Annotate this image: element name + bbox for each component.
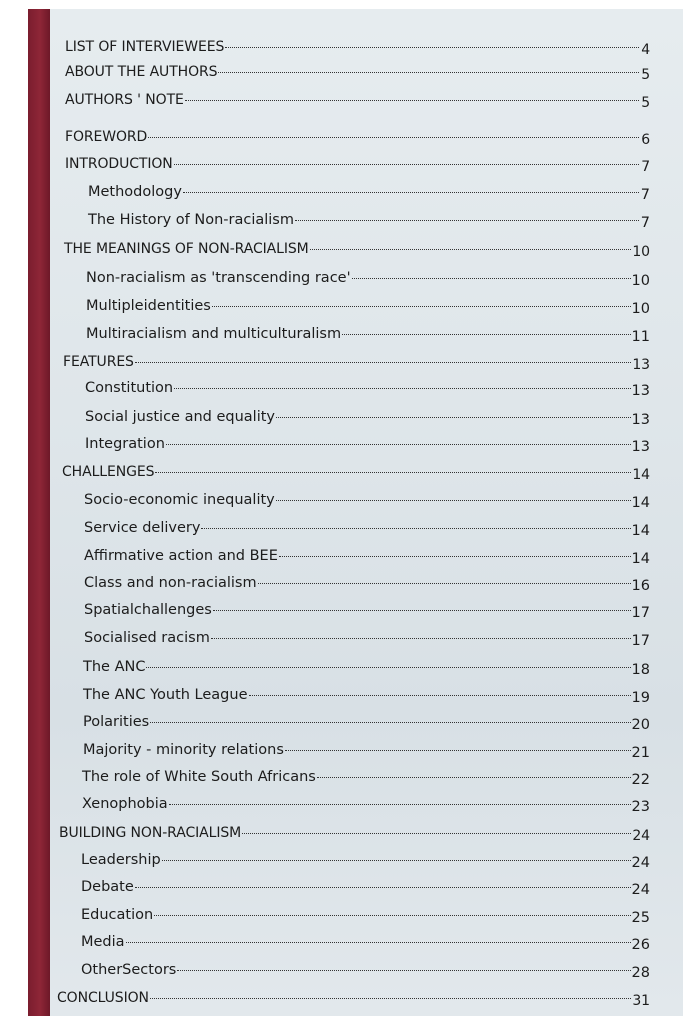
toc-entry (65, 36, 650, 58)
toc-entry (84, 627, 650, 649)
document-page (28, 9, 683, 1016)
toc-entry (85, 406, 650, 428)
toc-entry-title: Social justice and equality (85, 409, 276, 425)
toc-entry-title: FEATURES (63, 354, 134, 370)
toc-entry-title: INTRODUCTION (65, 156, 173, 172)
toc-entry-title: Methodology (88, 184, 182, 200)
dot-leader (212, 306, 631, 307)
toc-entry-page-number: 24 (632, 828, 650, 844)
toc-entry (65, 153, 650, 175)
toc-entry (86, 267, 650, 289)
toc-entry (81, 876, 650, 898)
dot-leader (352, 278, 631, 279)
dot-leader (249, 695, 631, 696)
toc-entry-title: Debate (81, 879, 134, 895)
toc-entry-page-number: 24 (631, 855, 650, 871)
toc-entry (65, 89, 650, 111)
toc-entry-page-number: 10 (631, 273, 650, 289)
toc-entry (88, 181, 650, 203)
toc-entry-page-number: 18 (631, 662, 650, 678)
dot-leader (218, 72, 639, 73)
toc-entry (59, 822, 650, 844)
toc-entry-title: Leadership (81, 852, 161, 868)
toc-entry-page-number: 7 (640, 187, 650, 203)
toc-entry (57, 987, 650, 1009)
toc-entry-page-number: 20 (631, 717, 650, 733)
dot-leader (185, 100, 639, 101)
toc-entry-title: Integration (85, 436, 165, 452)
toc-entry (84, 599, 650, 621)
toc-entry (84, 489, 650, 511)
toc-entry-page-number: 17 (631, 633, 650, 649)
toc-entry (85, 433, 650, 455)
toc-entry-page-number: 7 (640, 215, 650, 231)
toc-entry (81, 904, 650, 926)
toc-entry-page-number: 11 (631, 329, 650, 345)
toc-entry-title: Polarities (83, 714, 150, 730)
toc-entry (84, 572, 650, 594)
dot-leader (285, 750, 631, 751)
toc-entry (85, 377, 650, 399)
toc-entry-title: The ANC Youth League (83, 687, 248, 703)
dot-leader (162, 860, 631, 861)
toc-entry-title: Socialised racism (84, 630, 210, 646)
toc-entry-page-number: 13 (631, 383, 650, 399)
dot-leader (135, 362, 632, 363)
toc-entry-title: Constitution (85, 380, 174, 396)
toc-entry-page-number: 6 (641, 132, 650, 148)
toc-entry-page-number: 5 (641, 67, 650, 83)
dot-leader (211, 638, 631, 639)
toc-entry (65, 126, 650, 148)
dot-leader (225, 47, 639, 48)
toc-entry-page-number: 21 (631, 745, 650, 761)
toc-entry-title: The role of White South Africans (82, 769, 316, 785)
toc-entry (62, 461, 650, 483)
toc-entry-page-number: 16 (631, 578, 650, 594)
dot-leader (150, 722, 630, 723)
dot-leader (126, 942, 631, 943)
dot-leader (150, 998, 631, 999)
toc-entry-page-number: 13 (632, 357, 650, 373)
dot-leader (317, 777, 631, 778)
dot-leader (342, 334, 630, 335)
toc-entry-page-number: 5 (641, 95, 650, 111)
toc-entry-title: Majority - minority relations (83, 742, 284, 758)
dot-leader (166, 444, 631, 445)
dot-leader (201, 528, 630, 529)
toc-entry-title: FOREWORD (65, 129, 148, 145)
toc-entry-title: Non-racialism as 'transcending race' (86, 270, 351, 286)
toc-entry (83, 711, 650, 733)
dot-leader (174, 164, 639, 165)
toc-entry-title: CHALLENGES (62, 464, 155, 480)
toc-entry-page-number: 22 (631, 772, 650, 788)
toc-entry-title: CONCLUSION (57, 990, 149, 1006)
toc-entry (81, 959, 650, 981)
dot-leader (213, 610, 631, 611)
dot-leader (135, 887, 631, 888)
dot-leader (174, 388, 630, 389)
toc-entry-title: The ANC (83, 659, 146, 675)
toc-entry (81, 849, 650, 871)
dot-leader (258, 583, 631, 584)
toc-entry-title: Socio-economic inequality (84, 492, 275, 508)
toc-entry-title: ABOUT THE AUTHORS (65, 64, 218, 80)
toc-entry (81, 931, 650, 953)
toc-entry-page-number: 10 (632, 244, 650, 260)
toc-entry (63, 351, 650, 373)
toc-entry-page-number: 14 (631, 495, 650, 511)
toc-entry-page-number: 19 (631, 690, 650, 706)
toc-entry (82, 766, 650, 788)
toc-entry (88, 209, 650, 231)
toc-entry-title: Class and non-racialism (84, 575, 257, 591)
dot-leader (183, 192, 639, 193)
toc-entry-title: Spatialchallenges (84, 602, 212, 618)
toc-entry-page-number: 10 (631, 301, 650, 317)
toc-entry-title: LIST OF INTERVIEWEES (65, 39, 225, 55)
toc-entry (65, 61, 650, 83)
toc-entry-page-number: 13 (631, 439, 650, 455)
toc-entry-page-number: 7 (641, 159, 650, 175)
toc-entry-page-number: 25 (631, 910, 650, 926)
toc-entry (86, 323, 650, 345)
dot-leader (295, 220, 639, 221)
toc-entry (86, 295, 650, 317)
dot-leader (169, 804, 631, 805)
toc-entry-page-number: 17 (631, 605, 650, 621)
toc-entry (83, 656, 650, 678)
dot-leader (154, 915, 630, 916)
dot-leader (155, 472, 631, 473)
toc-entry-page-number: 14 (632, 467, 650, 483)
toc-entry-page-number: 23 (631, 799, 650, 815)
toc-entry-title: Xenophobia (82, 796, 168, 812)
dot-leader (276, 500, 631, 501)
dot-leader (148, 137, 639, 138)
toc-entry (64, 238, 650, 260)
toc-entry-page-number: 13 (631, 412, 650, 428)
toc-entry (84, 545, 650, 567)
toc-entry-page-number: 4 (641, 42, 650, 58)
toc-entry-title: AUTHORS ' NOTE (65, 92, 184, 108)
dot-leader (146, 667, 630, 668)
toc-entry (83, 684, 650, 706)
table-of-contents (28, 9, 683, 1016)
toc-entry-page-number: 24 (631, 882, 650, 898)
dot-leader (310, 249, 632, 250)
toc-entry-title: BUILDING NON-RACIALISM (59, 825, 242, 841)
dot-leader (177, 970, 630, 971)
toc-entry-page-number: 31 (632, 993, 650, 1009)
toc-entry-title: Education (81, 907, 154, 923)
dot-leader (242, 833, 631, 834)
toc-entry-page-number: 28 (631, 965, 650, 981)
toc-entry (84, 517, 650, 539)
toc-entry-title: The History of Non-racialism (88, 212, 294, 228)
dot-leader (276, 417, 631, 418)
toc-entry-page-number: 14 (631, 523, 650, 539)
toc-entry-title: Multipleidentities (86, 298, 211, 314)
toc-entry (82, 793, 650, 815)
toc-entry-title: OtherSectors (81, 962, 177, 978)
toc-entry-page-number: 26 (631, 937, 650, 953)
toc-entry-page-number: 14 (631, 551, 650, 567)
toc-entry-title: Service delivery (84, 520, 201, 536)
toc-entry-title: THE MEANINGS OF NON-RACIALISM (64, 241, 309, 257)
toc-entry-title: Multiracialism and multiculturalism (86, 326, 342, 342)
toc-entry-title: Affirmative action and BEE (84, 548, 278, 564)
toc-entry-title: Media (81, 934, 125, 950)
toc-entry (83, 739, 650, 761)
dot-leader (279, 556, 631, 557)
